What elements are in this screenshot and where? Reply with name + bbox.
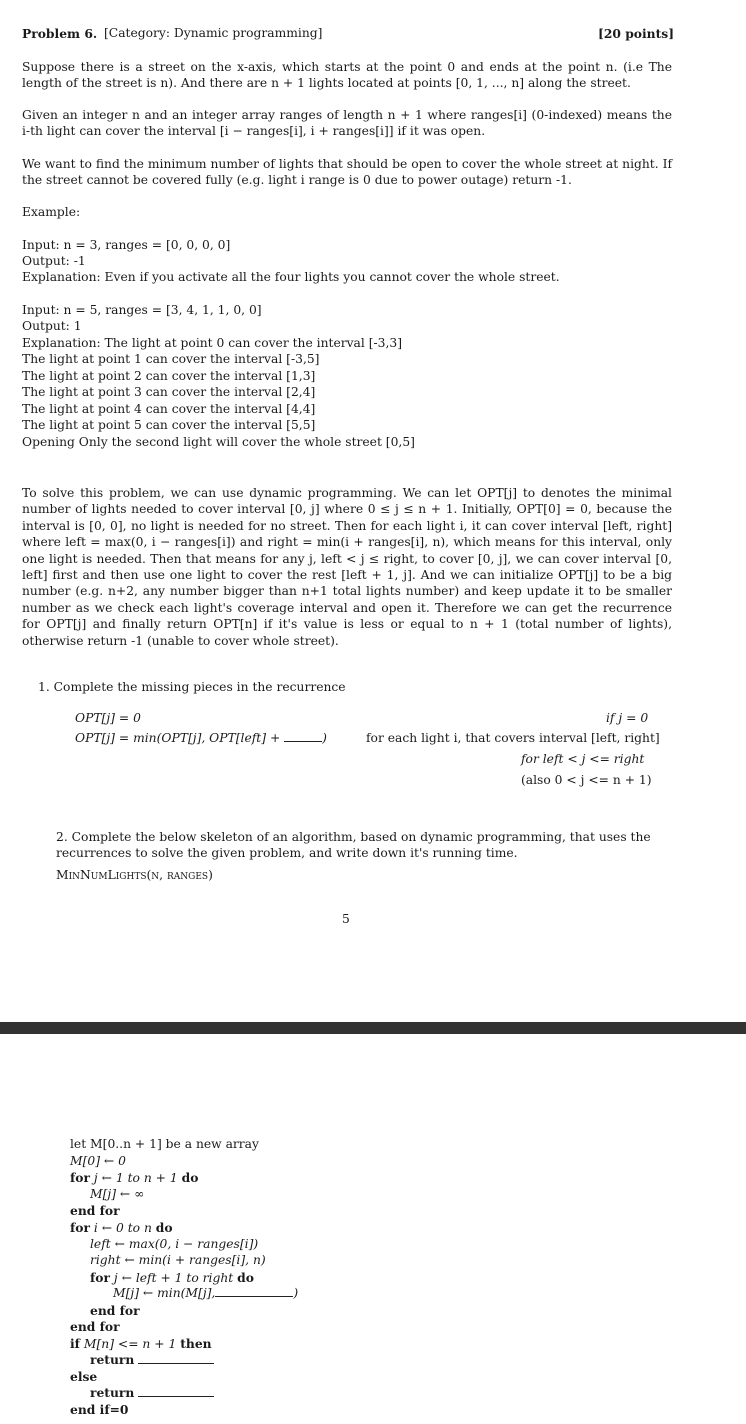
question-1-label: 1. Complete the missing pieces in the recurrence (38, 680, 346, 694)
example2-output: Output: 1 (22, 319, 82, 333)
recurrence-blank[interactable] (284, 741, 322, 742)
example2-line: The light at point 2 can cover the interval [1,3] (22, 369, 316, 383)
example2-line: Opening Only the second light will cover the whole street [0,5] (22, 435, 415, 449)
example2-input: Input: n = 5, ranges = [3, 4, 1, 1, 0, 0] (22, 303, 262, 317)
algo-line: else (70, 1369, 98, 1384)
problem-title: Problem 6. (22, 26, 98, 41)
example2-line: The light at point 1 can cover the interval [-3,5] (22, 352, 320, 366)
example1-input: Input: n = 3, ranges = [0, 0, 0, 0] (22, 238, 231, 252)
recurrence-range: for left < j <= right (521, 752, 645, 766)
algo-line: M[0] ← 0 (70, 1154, 126, 1168)
question-2-label: 2. Complete the below skeleton of an algorithm, based on dynamic programming, that uses the recurrences to solve the given problem, and write down it's running time. (56, 830, 651, 861)
algo-blank[interactable] (215, 1296, 293, 1297)
algo-line: for j ← 1 to n + 1 do (70, 1170, 199, 1185)
intro-paragraph-2: Given an integer n and an integer array ranges of length n + 1 where ranges[i] (0-indexed) means the i-th light can cover the interval [i − ranges[i], i + ranges[i]] if it was open. (22, 108, 672, 139)
algo-line: for j ← left + 1 to right do (90, 1270, 254, 1285)
algo-line: return (90, 1385, 214, 1400)
algo-line: end for (90, 1303, 140, 1318)
recurrence-step: OPT[j] = min(OPT[j], OPT[left] + ) (75, 731, 327, 745)
example1-output: Output: -1 (22, 254, 86, 268)
page-separator (0, 1022, 746, 1034)
recurrence-range-note: (also 0 < j <= n + 1) (521, 773, 652, 787)
algo-line: left ← max(0, i − ranges[i]) (90, 1237, 259, 1251)
example2-line: Explanation: The light at point 0 can cover the interval [-3,3] (22, 336, 403, 350)
solution-paragraph: To solve this problem, we can use dynamic programming. We can let OPT[j] to denotes the minimal number of lights needed to cover interval [0, j] where 0 ≤ j ≤ n + 1. Initially, OPT[0] = 0, because the interval is [0, 0], no light is needed for no street. Then for each light i, it can cover interval [left, right] where left = max(0, i − ranges[i]) and right = min(i + ranges[i], n), which means for this interval, only one light is needed. Then that means for any j, left < j ≤ right, to cover [0, j], we can cover interval [0, left] first and then use one light to cover the rest [left + 1, j]. And we can initialize OPT[j] to be a big number (e.g. n+2, any number bigger than n+1 total lights number) and keep update it to be smaller number as we check each light's coverage interval and open it. Therefore we can get the recurrence for OPT[j] and finally return OPT[n] if it's value is less or equal to n + 1 (total number of lights), otherwise return -1 (unable to cover whole street). (22, 486, 672, 648)
problem-points: [20 points] (598, 26, 675, 41)
example2-line: The light at point 4 can cover the interval [4,4] (22, 402, 316, 416)
problem-category: [Category: Dynamic programming] (104, 26, 323, 40)
page-number: 5 (342, 912, 350, 926)
function-signature: MinNumLights(n, ranges) (56, 868, 213, 882)
algo-line: end for (70, 1203, 120, 1218)
algo-line: M[j] ← ∞ (90, 1187, 145, 1201)
algo-return-blank[interactable] (138, 1363, 214, 1364)
example-label: Example: (22, 205, 81, 219)
example2-line: The light at point 5 can cover the interval [5,5] (22, 418, 316, 432)
algo-line: if M[n] <= n + 1 then (70, 1336, 212, 1351)
recurrence-base: OPT[j] = 0 (75, 711, 141, 725)
recurrence-base-condition: if j = 0 (606, 711, 649, 725)
example2-line: The light at point 3 can cover the interval [2,4] (22, 385, 316, 399)
algo-return-blank[interactable] (138, 1396, 214, 1397)
algo-line: end if=0 (70, 1402, 129, 1417)
algo-line: right ← min(i + ranges[i], n) (90, 1253, 266, 1267)
algo-line: M[j] ← min(M[j], ) (113, 1286, 299, 1300)
intro-paragraph-3: We want to find the minimum number of lights that should be open to cover the whole street at night. If the street cannot be covered fully (e.g. light i range is 0 due to power outage) return -1. (22, 157, 672, 188)
example1-explanation: Explanation: Even if you activate all the four lights you cannot cover the whole street. (22, 270, 560, 284)
recurrence-step-condition: for each light i, that covers interval [left, right] (366, 731, 660, 745)
algo-line: for i ← 0 to n do (70, 1220, 173, 1235)
algo-line: let M[0..n + 1] be a new array (70, 1137, 259, 1151)
intro-paragraph-1: Suppose there is a street on the x-axis, which starts at the point 0 and ends at the point n. (i.e The length of the street is n). And there are n + 1 lights located at points [0, 1, ..., n] along the street. (22, 60, 672, 91)
algo-line: end for (70, 1319, 120, 1334)
algo-line: return (90, 1352, 214, 1367)
